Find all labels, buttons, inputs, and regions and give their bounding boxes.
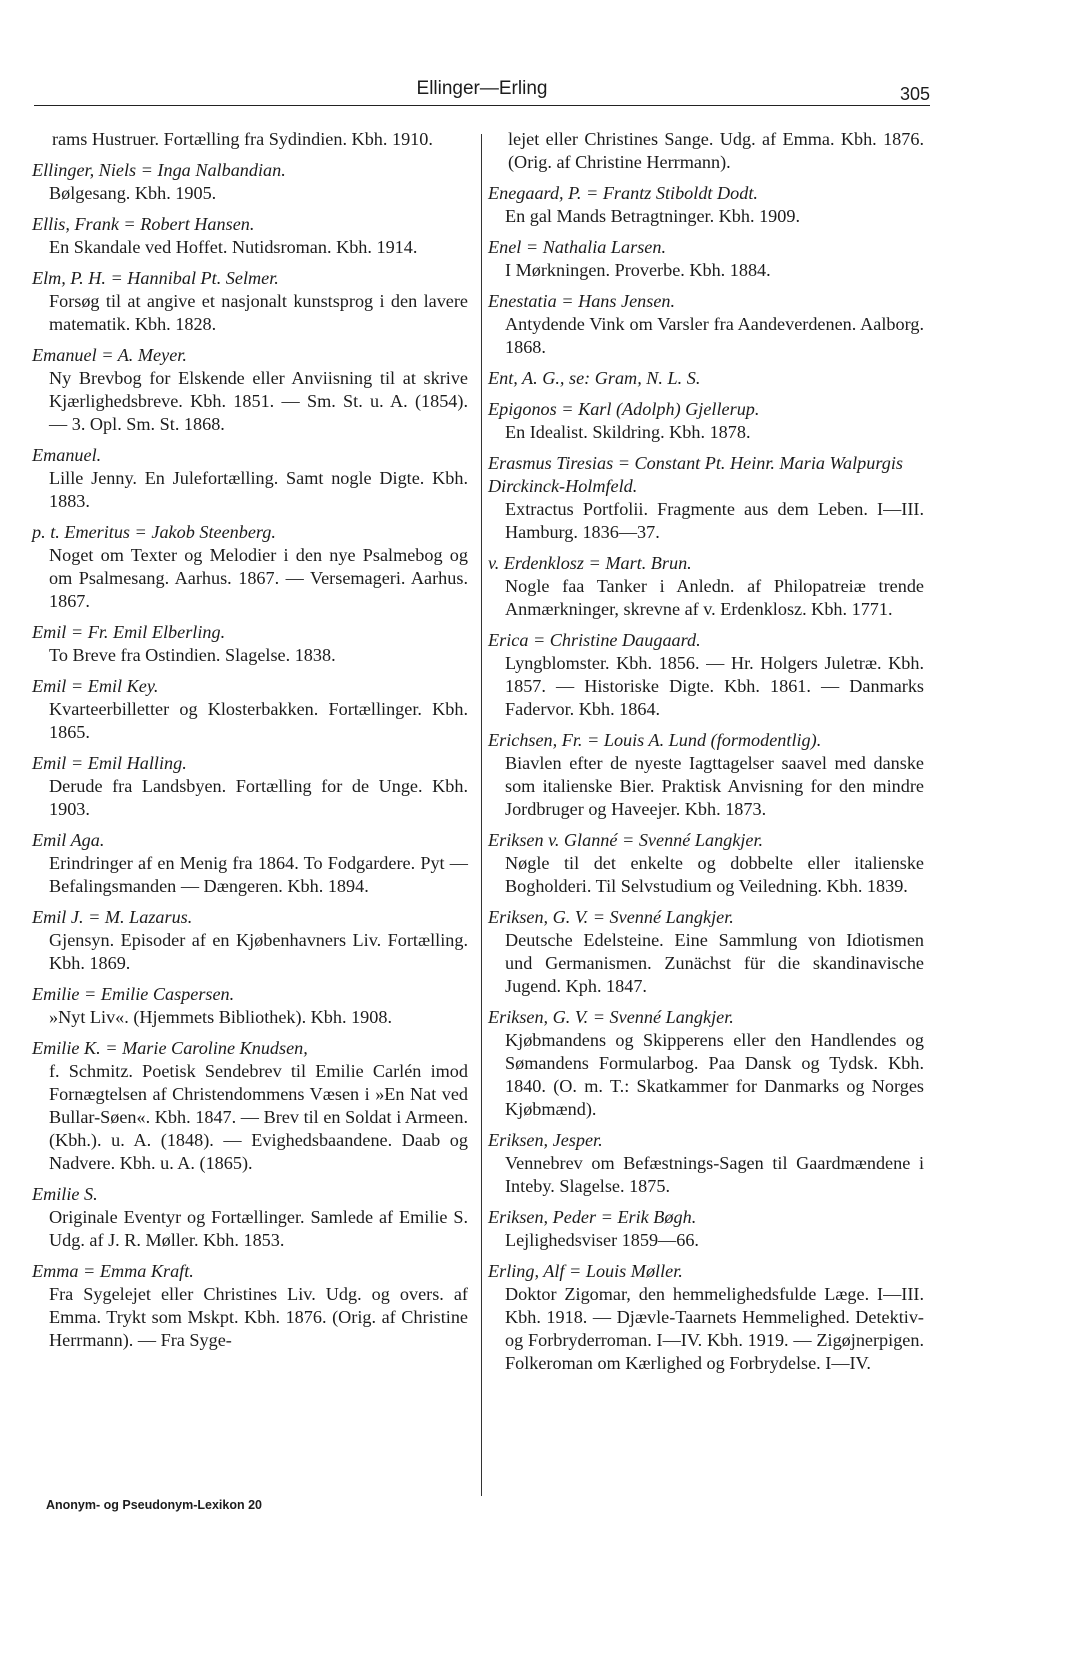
entry bbox=[28, 675, 468, 744]
entry bbox=[484, 452, 924, 544]
entry bbox=[28, 159, 468, 205]
entry bbox=[28, 1037, 468, 1175]
entry bbox=[28, 906, 468, 975]
entry bbox=[484, 829, 924, 898]
entry-heading: Emanuel. bbox=[32, 445, 102, 465]
entry bbox=[484, 1006, 924, 1121]
entry-body: Antydende Vink om Varsler fra Aandeverdenen. Aalborg. 1868. bbox=[505, 314, 924, 357]
entry bbox=[28, 829, 468, 898]
entry-body: Gjensyn. Episoder af en Kjøbenhavners Liv. Fortælling. Kbh. 1869. bbox=[49, 930, 468, 973]
entry-heading: Eriksen v. Glanné = Svenné Langkjer. bbox=[488, 830, 764, 850]
entry-heading: Enel = Nathalia Larsen. bbox=[488, 237, 666, 257]
entry-heading: p. t. Emeritus = Jakob Steenberg. bbox=[32, 522, 276, 542]
entry bbox=[28, 752, 468, 821]
entry-body: Derude fra Landsbyen. Fortælling for de Unge. Kbh. 1903. bbox=[49, 776, 468, 819]
entry-heading: Epigonos = Karl (Adolph) Gjellerup. bbox=[488, 399, 760, 419]
entry-body: Kjøbmandens og Skipperens eller den Handlendes og Sømandens Formularbog. Paa Dansk og Tydsk. Kbh. 1840. (O. m. T.: Skatkammer for Danmarks og Norges Kjøbmænd). bbox=[505, 1030, 924, 1119]
entry-body: Deutsche Edelsteine. Eine Sammlung von Idiotismen und Germanismen. Zunächst für die skandinavische Jugend. Kph. 1847. bbox=[505, 930, 924, 996]
entry bbox=[484, 1260, 924, 1375]
entry bbox=[484, 290, 924, 359]
entry-body: Lejlighedsviser 1859—66. bbox=[505, 1230, 699, 1250]
entry bbox=[28, 1260, 468, 1352]
entry bbox=[484, 367, 924, 390]
entry-heading: Eriksen, Jesper. bbox=[488, 1130, 603, 1150]
entry-body: Nogle faa Tanker i Anledn. af Philopatreiæ trende Anmærkninger, skrevne af v. Erdenklosz. Kbh. 1771. bbox=[505, 576, 924, 619]
entry-body: Lille Jenny. En Julefortælling. Samt nogle Digte. Kbh. 1883. bbox=[49, 468, 468, 511]
entry-heading: Emma = Emma Kraft. bbox=[32, 1261, 194, 1281]
entry-body: Nøgle til det enkelte og dobbelte eller italienske Bogholderi. Til Selvstudium og Veiledning. Kbh. 1839. bbox=[505, 853, 924, 896]
entry-body: En Skandale ved Hoffet. Nutidsroman. Kbh. 1914. bbox=[49, 237, 418, 257]
entry-body: En gal Mands Betragtninger. Kbh. 1909. bbox=[505, 206, 800, 226]
page-number: 305 bbox=[899, 84, 930, 104]
entry-heading: Emilie K. = Marie Caroline Knudsen, bbox=[32, 1038, 308, 1058]
entry-body: Ny Brevbog for Elskende eller Anviisning til at skrive Kjærlighedsbreve. Kbh. 1851. — Sm. St. u. A. (1854). — 3. Opl. Sm. St. 1868. bbox=[49, 368, 468, 434]
entry-body: »Nyt Liv«. (Hjemmets Bibliothek). Kbh. 1908. bbox=[49, 1007, 393, 1027]
entry-body: f. Schmitz. Poetisk Sendebrev til Emilie Carlén imod Fornægtelsen af Christendommens Væsen i »En Nat ved Bullar-Søen«. Kbh. 1847. — Brev til en Soldat i Armeen. (Kbh.). u. A. (1848). — Evighedsbaandene. Daab og Nadvere. Kbh. u. A. (1865). bbox=[49, 1061, 468, 1173]
continuation-text: lejet eller Christines Sange. Udg. af Emma. Kbh. 1876. (Orig. af Christine Herrmann). bbox=[508, 129, 924, 172]
entry bbox=[28, 983, 468, 1029]
entry-heading: Erica = Christine Daugaard. bbox=[488, 630, 701, 650]
column-divider bbox=[481, 134, 482, 1496]
entry-heading: Eriksen, Peder = Erik Bøgh. bbox=[488, 1207, 697, 1227]
entry-heading: Enegaard, P. = Frantz Stiboldt Dodt. bbox=[488, 183, 758, 203]
entry-heading: Emil = Emil Halling. bbox=[32, 753, 187, 773]
right-column bbox=[484, 128, 924, 1383]
entry-heading: Emil = Fr. Emil Elberling. bbox=[32, 622, 226, 642]
entry-body: Biavlen efter de nyeste Iagttagelser saavel med danske som italienske Bier. Praktisk Anvisning for den mindre Jordbruger og Haveejer. Kbh. 1873. bbox=[505, 753, 924, 819]
entry-heading: Ellinger, Niels = Inga Nalbandian. bbox=[32, 160, 286, 180]
entry-heading: Erichsen, Fr. = Louis A. Lund (formodentlig). bbox=[488, 730, 822, 750]
entry-heading: Eriksen, G. V. = Svenné Langkjer. bbox=[488, 1007, 734, 1027]
entry-body: To Breve fra Ostindien. Slagelse. 1838. bbox=[49, 645, 336, 665]
entry-body: Fra Sygelejet eller Christines Liv. Udg. og overs. af Emma. Trykt som Mskpt. Kbh. 1876. (Orig. af Christine Herrmann). — Fra Syge- bbox=[49, 1284, 468, 1350]
entry-body: I Mørkningen. Proverbe. Kbh. 1884. bbox=[505, 260, 771, 280]
entry-body: En Idealist. Skildring. Kbh. 1878. bbox=[505, 422, 751, 442]
entry-body: Kvarteerbilletter og Klosterbakken. Fortællinger. Kbh. 1865. bbox=[49, 699, 468, 742]
entry-heading: Emilie = Emilie Caspersen. bbox=[32, 984, 235, 1004]
entry-heading: v. Erdenklosz = Mart. Brun. bbox=[488, 553, 692, 573]
entry bbox=[28, 1183, 468, 1252]
entry-heading: Emil Aga. bbox=[32, 830, 105, 850]
entry bbox=[484, 398, 924, 444]
entry bbox=[484, 1129, 924, 1198]
entry bbox=[28, 344, 468, 436]
entry bbox=[28, 267, 468, 336]
continuation-text: rams Hustruer. Fortælling fra Sydindien. Kbh. 1910. bbox=[52, 129, 433, 149]
entry bbox=[484, 629, 924, 721]
entry-body: Lyngblomster. Kbh. 1856. — Hr. Holgers Juletræ. Kbh. 1857. — Historiske Digte. Kbh. 1861. — Danmarks Fadervor. Kbh. 1864. bbox=[505, 653, 924, 719]
entry-body: Erindringer af en Menig fra 1864. To Fodgardere. Pyt — Befalingsmanden — Dængeren. Kbh. 1894. bbox=[49, 853, 468, 896]
footer-signature: Anonym- og Pseudonym-Lexikon 20 bbox=[46, 1498, 263, 1512]
entry-body: Forsøg til at angive et nasjonalt kunstsprog i den lavere matematik. Kbh. 1828. bbox=[49, 291, 468, 334]
entry-heading: Emil = Emil Key. bbox=[32, 676, 159, 696]
entry bbox=[484, 1206, 924, 1252]
running-head: Ellinger—Erling bbox=[416, 78, 548, 99]
entry-body: Bølgesang. Kbh. 1905. bbox=[49, 183, 217, 203]
entry-heading: Ellis, Frank = Robert Hansen. bbox=[32, 214, 255, 234]
entry bbox=[484, 552, 924, 621]
entry-body: Extractus Portfolii. Fragmente aus dem Leben. I—III. Hamburg. 1836—37. bbox=[505, 499, 924, 542]
entry-heading: Emanuel = A. Meyer. bbox=[32, 345, 187, 365]
entry-body: Originale Eventyr og Fortællinger. Samlede af Emilie S. Udg. af J. R. Møller. Kbh. 1853. bbox=[49, 1207, 468, 1250]
left-column bbox=[28, 128, 468, 1360]
entry bbox=[484, 236, 924, 282]
entry bbox=[484, 906, 924, 998]
entry-heading: Erling, Alf = Louis Møller. bbox=[488, 1261, 683, 1281]
entry bbox=[484, 182, 924, 228]
entry-heading: Eriksen, G. V. = Svenné Langkjer. bbox=[488, 907, 734, 927]
entry bbox=[28, 621, 468, 667]
entry-body: Doktor Zigomar, den hemmelighedsfulde Læge. I—III. Kbh. 1918. — Djævle-Taarnets Hemmelighed. Detektiv- og Forbryderroman. I—IV. Kbh. 1919. — Zigøjnerpigen. Folkeroman om Kærlighed og Forbrydelse. I—IV. bbox=[505, 1284, 924, 1373]
entry-heading: Erasmus Tiresias = Constant Pt. Heinr. Maria Walpurgis Dirckinck-Holmfeld. bbox=[488, 453, 903, 496]
entry-body: Vennebrev om Befæstnings-Sagen til Gaardmændene i Inteby. Slagelse. 1875. bbox=[505, 1153, 924, 1196]
entry-heading: Enestatia = Hans Jensen. bbox=[488, 291, 676, 311]
entry bbox=[28, 444, 468, 513]
entry-body: Noget om Texter og Melodier i den nye Psalmebog og om Psalmesang. Aarhus. 1867. — Versemageri. Aarhus. 1867. bbox=[49, 545, 468, 611]
header-rule bbox=[34, 105, 930, 106]
entry-heading: Elm, P. H. = Hannibal Pt. Selmer. bbox=[32, 268, 279, 288]
entry-heading: Ent, A. G., se: Gram, N. L. S. bbox=[488, 368, 701, 388]
entry-heading: Emilie S. bbox=[32, 1184, 98, 1204]
entry bbox=[484, 729, 924, 821]
page-header bbox=[34, 78, 930, 104]
entry bbox=[28, 213, 468, 259]
entry-heading: Emil J. = M. Lazarus. bbox=[32, 907, 193, 927]
entry bbox=[28, 521, 468, 613]
